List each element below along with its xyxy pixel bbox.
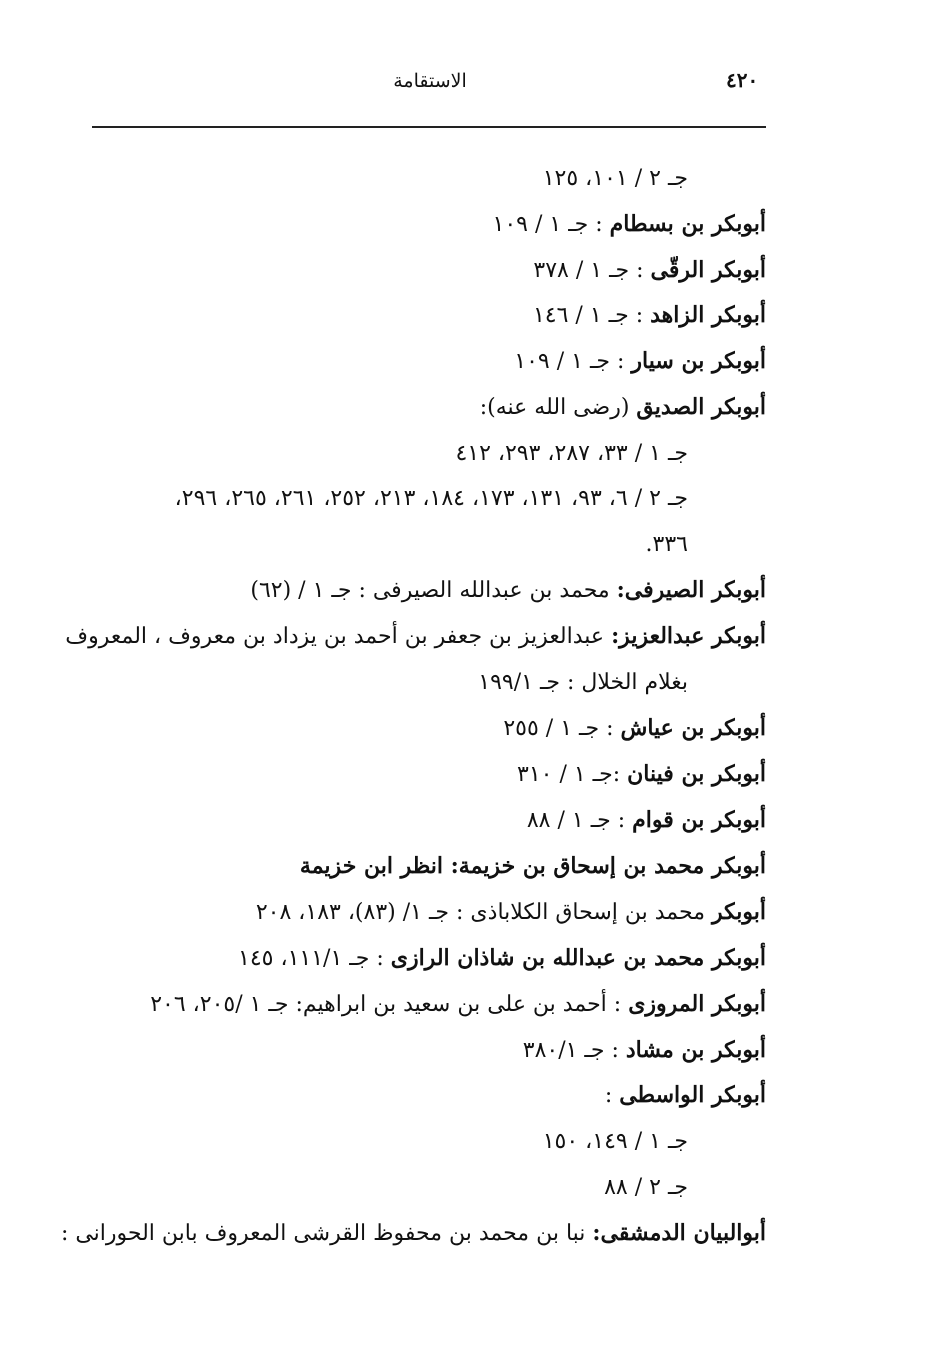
page-number: ٤٢٠ [726, 68, 759, 92]
index-line: أبوبكر الزاهد : جـ ١ / ١٤٦ [532, 302, 766, 328]
running-title: الاستقامة [393, 70, 467, 92]
header-rule [92, 126, 766, 128]
index-line: أبوبكر الواسطى : [604, 1082, 766, 1108]
index-line: جـ ٢ / ٨٨ [604, 1175, 688, 1200]
index-line: أبوبكر بن سيار : جـ ١ / ١٠٩ [514, 348, 766, 374]
index-line: أبوبكر الصيرفى: محمد بن عبدالله الصيرفى : جـ ١ / (٦٢) [250, 577, 766, 603]
index-line: أبوبكر الصديق (رضى الله عنه): [479, 394, 766, 420]
index-line: ٣٣٦. [645, 532, 688, 557]
index-line: أبوبكر الرقّى : جـ ١ / ٣٧٨ [533, 257, 766, 283]
index-line: جـ ٢ / ١٠١، ١٢٥ [542, 166, 688, 191]
index-line: أبوبكر عبدالعزيز: عبدالعزيز بن جعفر بن أحمد بن يزداد بن معروف ، المعروف [65, 623, 766, 649]
index-line: أبوبكر محمد بن إسحاق بن خزيمة: انظر ابن خزيمة [299, 853, 766, 879]
index-line: بغلام الخلال : جـ ١٩٩/١ [478, 670, 688, 695]
index-line: أبوبكر بن قوام : جـ ١ / ٨٨ [526, 807, 766, 833]
index-line: جـ ٢ / ٦، ٩٣، ١٣١، ١٧٣، ١٨٤، ٢١٣، ٢٥٢، ٢٦١، ٢٦٥، ٢٩٦، [174, 486, 688, 511]
index-line: أبوبكر بن فينان :جـ ١ / ٣١٠ [517, 761, 766, 787]
index-line: أبوبكر المروزى : أحمد بن على بن سعيد بن ابراهيم: جـ ١ /٢٠٥، ٢٠٦ [150, 991, 766, 1017]
index-line: أبوالبيان الدمشقى: نبا بن محمد بن محفوظ القرشى المعروف بابن الحورانى : [60, 1220, 766, 1246]
index-line: أبوبكر بن عياش : جـ ١ / ٢٥٥ [503, 715, 766, 741]
index-line: جـ ١ / ١٤٩، ١٥٠ [542, 1129, 688, 1154]
index-line: أبوبكر بن مشاد : جـ ٣٨٠/١ [522, 1037, 766, 1063]
index-line: أبوبكر بن بسطام : جـ ١ / ١٠٩ [492, 211, 766, 237]
index-line: أبوبكر محمد بن عبدالله بن شاذان الرازى : جـ ١١١/١، ١٤٥ [238, 945, 766, 971]
index-line: جـ ١ / ٣٣، ٢٨٧، ٢٩٣، ٤١٢ [455, 441, 688, 466]
index-line: أبوبكر محمد بن إسحاق الكلاباذى : جـ ١/ (٨٣)، ١٨٣، ٢٠٨ [255, 899, 766, 925]
